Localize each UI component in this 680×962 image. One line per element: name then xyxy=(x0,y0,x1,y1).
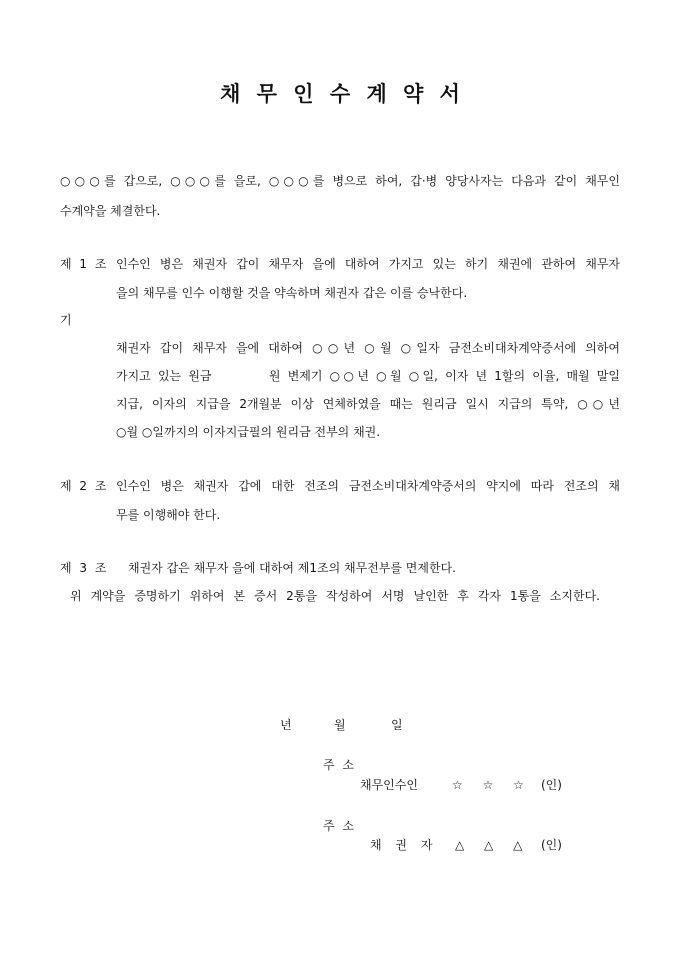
article-2-label: 제 2 조 xyxy=(60,479,107,493)
intro-line-1: ○○○를 갑으로, ○○○를 을로, ○○○를 병으로 하여, 갑·병 양당사자는 다음과 같이 채무인 xyxy=(60,174,620,188)
date-month-label: 월 xyxy=(334,718,346,732)
date-year-label: 년 xyxy=(280,718,292,732)
claim-line-1: 채권자 갑이 채무자 을에 대하여 ○○년 ○월 ○일자 금전소비대차계약증서에 의하여 xyxy=(116,341,620,355)
intro-line-2: 수계약을 체결한다. xyxy=(60,204,161,218)
article-1-line-2: 을의 채무를 인수 이행할 것을 약속하며 채권자 갑은 이를 승낙한다. xyxy=(116,286,468,300)
party-2-seal: (인) xyxy=(541,838,562,852)
party-2-name: △ △ △ xyxy=(455,838,523,852)
gi-label: 기 xyxy=(60,313,72,327)
party-2-role: 채 권 자 xyxy=(370,838,433,852)
article-1-line-1: 인수인 병은 채권자 갑이 채무자 을에 대하여 가지고 있는 하기 채권에 관하여 채무자 xyxy=(116,257,620,271)
party-1-name: ☆ ☆ ☆ xyxy=(452,778,524,792)
party-1-role: 채무인수인 xyxy=(360,778,418,792)
article-3-text: 채권자 갑은 채무자 을에 대하여 제1조의 채무전부를 면제한다. xyxy=(128,561,456,575)
party-2-address-label: 주 소 xyxy=(323,819,354,833)
date-day-label: 일 xyxy=(391,718,403,732)
article-3-label: 제 3 조 xyxy=(60,561,107,575)
party-1-seal: (인) xyxy=(541,778,562,792)
claim-line-4: ○월 ○일까지의 이자지급필의 원리금 전부의 채권. xyxy=(116,425,381,439)
article-2-line-2: 무를 이행해야 한다. xyxy=(116,508,221,522)
claim-line-2: 가지고 있는 원금 원 변제기 ○○년 ○월 ○일, 이자 년 1할의 이율, 매월 말일 xyxy=(116,369,620,383)
article-1-label: 제 1 조 xyxy=(60,257,107,271)
document-title: 채 무 인 수 계 약 서 xyxy=(220,81,460,106)
article-2-line-1: 인수인 병은 채권자 갑에 대한 전조의 금전소비대차계약증서의 약지에 따라 전조의 채 xyxy=(116,479,620,493)
party-1-address-label: 주 소 xyxy=(323,758,354,772)
claim-line-3: 지급, 이자의 지급을 2개월분 이상 연체하였을 때는 원리금 일시 지급의 특약, ○○년 xyxy=(116,397,620,411)
closing-statement: 위 계약을 증명하기 위하여 본 증서 2통을 작성하여 서명 날인한 후 각자 1통을 소지한다. xyxy=(70,589,600,603)
